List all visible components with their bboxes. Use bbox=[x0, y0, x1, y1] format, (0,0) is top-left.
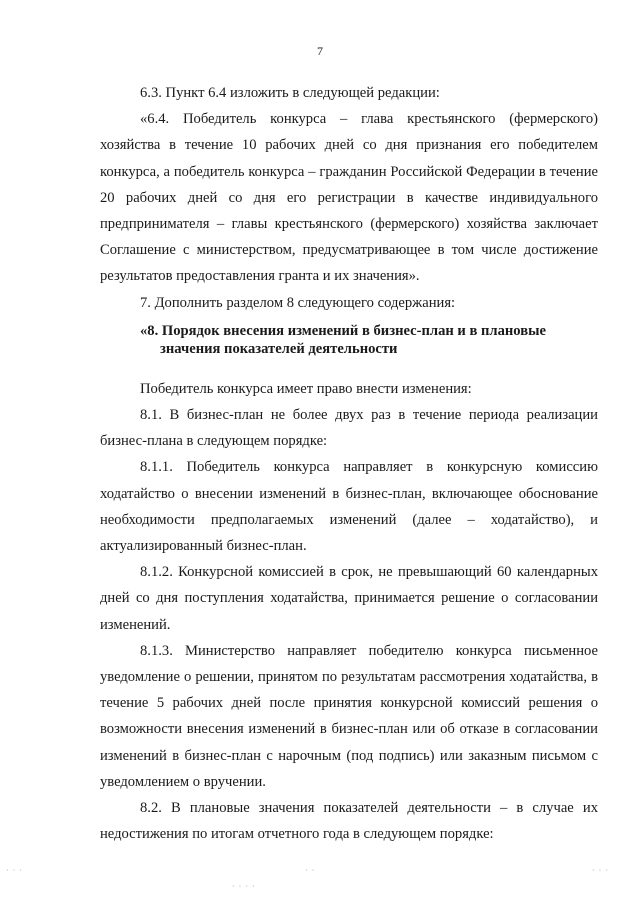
paragraph-8-1-2: 8.1.2. Конкурсной комиссией в срок, не превышающий 60 календарных дней со дня поступления ходатайства, принимается решение о согласовании изменений. bbox=[100, 564, 598, 633]
scan-artifact: · · · bbox=[592, 866, 609, 875]
scan-artifact: · · · bbox=[6, 866, 23, 875]
paragraph-7: 7. Дополнить разделом 8 следующего содержания: bbox=[140, 294, 456, 311]
scan-artifact: · · · · bbox=[232, 882, 256, 891]
section-8-heading-line2: значения показателей деятельности bbox=[160, 340, 398, 357]
section-8-heading-line1: «8. Порядок внесения изменений в бизнес-план и в плановые bbox=[140, 322, 546, 339]
scan-artifact: · · bbox=[305, 866, 316, 875]
paragraph-6-4-quote: «6.4. Победитель конкурса – глава крестьянского (фермерского) хозяйства в течение 10 рабочих дней со дня признания его победителем конкурса, а победитель конкурса – гражданин Российской Федерации в течение 20 рабочих дней со дня его регистрации в качестве индивидуального предпринимателя – главы крестьянского (фермерского) хозяйства заключает Соглашение с министерством, предусматривающее в том числе достижение результатов предоставления гранта и их значения». bbox=[100, 111, 598, 285]
paragraph-intro: Победитель конкурса имеет право внести изменения: bbox=[140, 380, 472, 397]
page-number: 7 bbox=[317, 44, 323, 58]
document-body bbox=[100, 80, 598, 847]
paragraph-8-1-1: 8.1.1. Победитель конкурса направляет в конкурсную комиссию ходатайство о внесении изменений в бизнес-план, включающее обоснование необходимости предполагаемых изменений (далее – ходатайство), и актуализированный бизнес-план. bbox=[100, 459, 598, 555]
paragraph-8-1-3: 8.1.3. Министерство направляет победителю конкурса письменное уведомление о решении, принятом по результатам рассмотрения ходатайства, в течение 5 рабочих дней после принятия конкурсной комиссий решения о возможности внесения изменений в бизнес-план или об отказе в согласовании изменений в бизнес-план с нарочным (под подпись) или заказным письмом с уведомлением о вручении. bbox=[100, 642, 598, 790]
paragraph-8-1: 8.1. В бизнес-план не более двух раз в течение периода реализации бизнес-плана в следующем порядке: bbox=[100, 407, 598, 450]
paragraph-6-3: 6.3. Пункт 6.4 изложить в следующей редакции: bbox=[140, 85, 440, 101]
paragraph-8-2: 8.2. В плановые значения показателей деятельности – в случае их недостижения по итогам отчетного года в следующем порядке: bbox=[100, 800, 598, 843]
section-8-heading bbox=[100, 322, 598, 358]
